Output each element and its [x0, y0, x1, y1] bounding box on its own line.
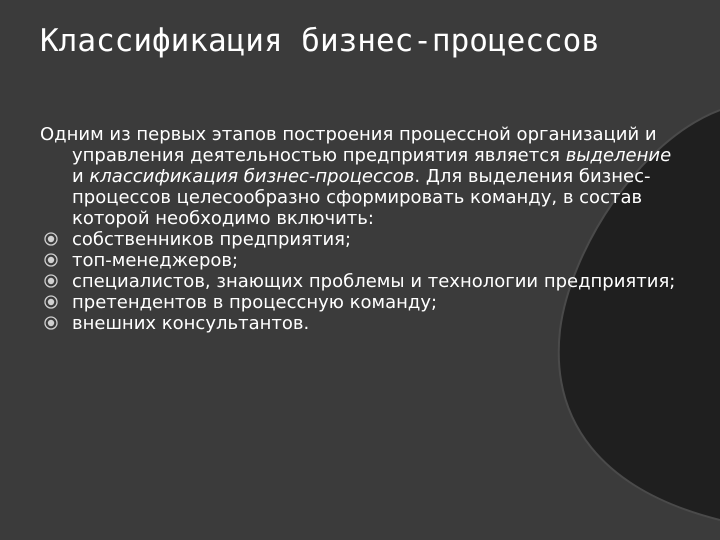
ringed-circle-bullet-icon [44, 316, 58, 330]
list-item [40, 229, 680, 250]
list-item [40, 250, 680, 271]
bullet-text: специалистов, знающих проблемы и технологии предприятия; [72, 271, 676, 292]
ringed-circle-bullet-icon [44, 253, 58, 267]
bullet-text: претендентов в процессную команду; [72, 292, 438, 313]
list-item [40, 271, 680, 292]
intro-text-part3: . Для выделения бизнес-процессов целесообразно сформировать команду, в состав которой необходимо включить: [72, 166, 651, 229]
slide-title: Классификация бизнес-процессов [40, 23, 600, 59]
intro-emphasis-classification: классификация бизнес-процессов [89, 166, 415, 187]
bullet-text: топ-менеджеров; [72, 250, 239, 271]
ringed-circle-bullet-icon [44, 295, 58, 309]
intro-text-part1: Одним из первых этапов построения процессной организаций и управления деятельностью предприятия является [40, 124, 657, 166]
intro-text-part2: и [72, 166, 90, 187]
intro-emphasis-selection: выделение [565, 145, 672, 166]
ringed-circle-bullet-icon [44, 274, 58, 288]
bullet-text: внешних консультантов. [72, 313, 310, 334]
bullet-list [40, 229, 680, 334]
list-item [40, 313, 680, 334]
bullet-text: собственников предприятия; [72, 229, 352, 250]
intro-paragraph [40, 124, 680, 229]
list-item [40, 292, 680, 313]
slide-content [40, 124, 680, 334]
ringed-circle-bullet-icon [44, 232, 58, 246]
